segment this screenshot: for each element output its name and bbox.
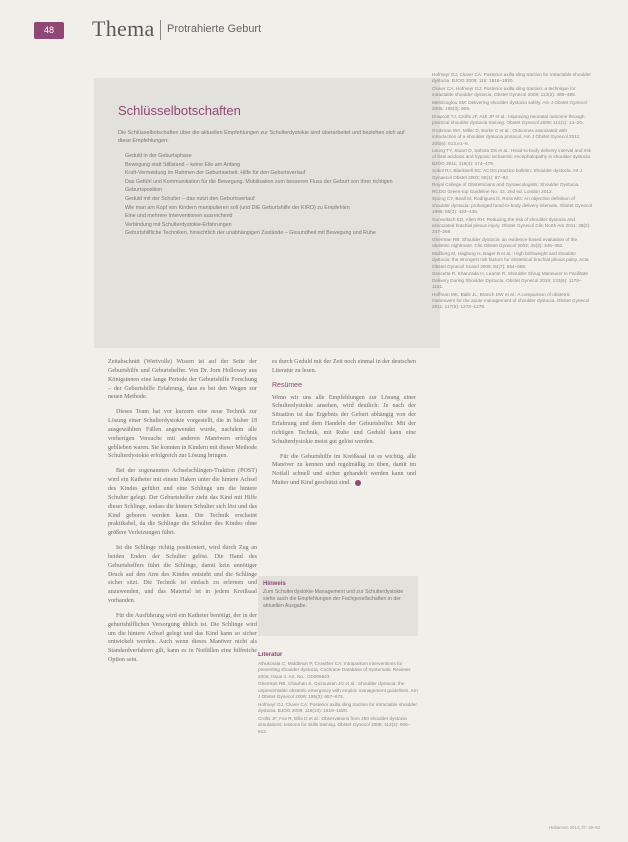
literature-reference: Gherman RB: Shoulder dystocia: an evidence-based evaluation of the obstetric nightmare. Clin Obstet Gynecol 2002; 45(2): 345–362. [432, 236, 578, 249]
body-column-middle [272, 358, 416, 566]
section-subtitle: Protrahierte Geburt [167, 23, 262, 35]
key-message-item: Geburtshilfliche Techniken, hinsichtlich der unabhängigen Zustände – Gesundheit mit Bewegung und Ruhe [125, 230, 376, 237]
key-message-item: Eine und mehrere Interventionen ausreichend [125, 213, 233, 220]
literature-reference: Sancetta R, Khanzada H, Leante R: Shoulder Shrug Maneuver to Facilitate Delivery During Shoulder Dystocia. Obstet Gynecol 2019; 133(6): 1178–1181. [432, 271, 588, 290]
key-messages-intro: Die Schlüsselbotschaften über die aktuellen Empfehlungen zur Schulterdystokie sind überarbeitet und beziehen sich auf diese Empfehlungen: [118, 130, 405, 144]
body-paragraph: Für die Ausführung wird ein Katheter benötigt, der in der geburtshilflichen Versorgung üblich ist. Die Schlinge wird um die hintere Achsel gelegt und das Kind kann so sicher entwickelt werden. Auch wenn dieses Manöver nicht als Standardverfahren gilt, kann es in Notfällen eine hilfreiche Option sein. [108, 612, 257, 664]
body-paragraph: Ist die Schlinge richtig positioniert, wird durch Zug an beiden Enden der Schulter gelöst. Die Hand des Geburtshelfers führt die Schlinge, damit kein unnötiger Druck auf den Arm des Kindes entsteht und die Schlinge sicher sitzt. Die Technik ist einfach zu erlernen und anzuwenden, und das Material ist in jedem Kreißsaal vorhanden. [108, 545, 257, 605]
body-column-left [108, 358, 257, 810]
literature-reference: Hofmeyr GJ, Cluver CA: Posterior axilla sling traction for intractable shoulder dystocia. BJOG 2009; 116: 1818–1820. [432, 72, 591, 84]
key-message-item: Geduld in der Geburtsphase [125, 153, 192, 159]
resume-paragraph-text: Für die Geburtshilfe im Kreißsaal ist es wichtig, alle Manöver zu kennen und regelmäßig zu üben, damit im Notfall schnell und sicher gehandelt werden kann und Mutter und Kind geschützt sind. [272, 453, 416, 487]
key-message-item: Kraft-Vermeidung im Rahmen der Geburtsarbeit. Hilfe für den Geburtsverlauf [125, 170, 306, 177]
article-end-icon [355, 480, 361, 486]
literature-reference: Spong CY, Beall M, Rodrigues D, Ross MG: An objective definition of shoulder dystocia: prolonged head-to-body delivery intervals. Obstet Gynecol 1995; 86(3): 433–436. [432, 196, 592, 215]
literature-reference: Leung TY, Stuart O, Sahota DS et al.: Head-to-body delivery interval and risk of fetal acidosis and hypoxic ischaemic encephalopathy in shoulder dystocia. BJOG 2011; 118(4): 474–479. [432, 147, 592, 166]
key-messages-list [125, 152, 425, 238]
section-title: Thema [92, 16, 155, 41]
literature-reference: Cluver CA, Hofmeyr GJ: Posterior axilla sling traction: a technique for intractable shoulder dystocia. Obstet Gynecol 2009; 113(2): 486–488. [432, 85, 577, 98]
body-paragraph: Bei der sogenannten Achselschlingen-Traktion (POST) wird ein Katheter mit einem Haken unter die hintere Achsel des Kindes geführt und eine Schlinge um die hintere Schulter gelegt. Der Geburtshelfer zieht das Kind mit Hilfe dieser Schlinge, sodass die hintere Schulter sich löst und das Kind geboren werden kann. Die Technik erscheint praktikabel, da die Schlinge die Schulter des Kindes ohne größere Verletzungen führt. [108, 468, 257, 537]
literature-reference: Athukorala C, Middleton P, Crowther CA: Intrapartum interventions for preventing shoulder dystocia. Cochrane Database of Systematic Reviews 2006, Issue 4. Art. No.: CD005543. [258, 661, 411, 679]
literature-reference: Hoffman MK, Bailit JL, Branch DW et al.: A comparison of obstetric maneuvers for the acute management of shoulder dystocia. Obstet Gynecol 2011; 117(6): 1272–1278. [432, 291, 590, 310]
hint-text: Zum Schulterdystokie-Management und zur Schulterdystokie siehe auch die Empfehlungen der Fachgesellschaften in der aktuellen Ausgabe. [263, 589, 404, 609]
hint-title: Hinweis [263, 581, 286, 587]
literature-reference: Hofmeyr GJ, Cluver CA: Posterior axilla sling traction for intractable shoulder dystocia. BJOG 2009; 116(13): 1818–1820. [258, 701, 417, 714]
key-message-item: Das Gefühl und Kommunikation für die Bewegung. Mobilisation zum besseren Fluss der Geburt von ihrer richtigen Geburtsposition [125, 178, 393, 194]
literature-reference: Gurewitsch ED, Allen RH: Reducing the risk of shoulder dystocia and associated brachial plexus injury. Obstet Gynecol Clin North Am 2011; 38(2): 247–269. [432, 216, 591, 235]
key-message-item: Verbindung mit Schulterdystokie-Erfahrungen [125, 221, 232, 228]
body-paragraph: Dieses Team hat vor kurzem eine neue Technik zur Lösung einer Schulterdystokie vorgestellt, die in bisher 18 ausgewählten Fällen angewendet wurde, nachdem alle vorherigen Versuche mit anderen Manövern erfolglos geblieben waren. Sie konnten in Kindern mit dieser Methode Schulterdystokie erfolgreich zur Lösung bringen. [108, 409, 257, 460]
reference-column-right [432, 72, 592, 792]
literature-reference: Menticoglou SM: Delivering shoulder dystocia safely. Am J Obstet Gynecol 2006; 195(3): 909. [432, 99, 587, 112]
header-divider [160, 20, 161, 40]
key-message-item: Geduld mit der Schulter – das nutzt den Geburtsverlauf [125, 195, 255, 202]
literature-reference: Gherman RB, Chauhan S, Ouzounian JG et al.: Shoulder dystocia: the unpreventable obstetric emergency with empiric management guidelines. Am J Obstet Gynecol 2006; 195(3): 657–672. [258, 681, 418, 700]
hint-box [258, 576, 418, 636]
key-messages-title: Schlüsselbotschaften [118, 103, 241, 118]
resume-paragraph [272, 453, 416, 488]
literature-section [258, 652, 418, 812]
literature-reference: Mollberg M, Hagberg H, Bager B et al.: High birthweight and shoulder dystocia: the strongest risk factors for obstetrical brachial plexus palsy. Acta Obstet Gynecol Scand 2005; 84(7): 654–659. [432, 250, 589, 269]
literature-reference: Grobman WA, Miller D, Burke C et al.: Outcomes associated with introduction of a shoulder dystocia protocol. Am J Obstet Gynecol 2011; 205(6): 513.e1–6. [432, 127, 581, 146]
literature-reference: Royal College of Obstetricians and Gynaecologists: Shoulder Dystocia. RCOG Green-top Guideline No. 42. 2nd ed. London 2012. [432, 182, 580, 194]
literature-reference: Draycott TJ, Crofts JF, Ash JP et al.: Improving neonatal outcome through practical shoulder dystocia training. Obstet Gynecol 2008; 112(1): 14–20. [432, 113, 585, 126]
resume-paragraph: Wenn wir uns alle Empfehlungen zur Lösung einer Schulterdystokie ansehen, wird deutlich: Je nach der Situation ist das Ergebnis der Geburt abhängig von der Erfahrung und dem Handeln der Geburtshelfer. Mit der richtigen Technik, mit Ruhe und Geduld kann eine Schulterdystokie meist gut gelöst werden. [272, 394, 416, 445]
key-message-item: Wie man am Kopf von Kindern manipulieren soll (und DIE Geburtshilfe der KIRO) zu Empfehlen [125, 204, 350, 211]
page-footer: Hebamme 2014; 27: 48–53 [549, 825, 600, 830]
page-number-badge: 48 [34, 22, 64, 39]
resume-heading: Resümee [272, 381, 302, 389]
key-message-item: Bewegung statt Stillstand – keine Eile am Anfang [125, 161, 241, 168]
literature-title: Literatur [258, 652, 283, 658]
body-paragraph: es durch Geduld mit der Zeit noch einmal in der deutschen Literatur zu lesen. [272, 359, 416, 374]
body-paragraph: Zeitabschnitt (Wertvolle) Wissen ist auf der Seite der Geburtshilfe und Geburtshelfer. Von Dr. Jorn Holloway aus Königsinnen eine lange Periode der Geburtshilfe Forschung – der Geburtshilfe Erfahrung, dass es bei den Wegen zur neuen Methode. [108, 359, 257, 401]
literature-reference: Crofts JF, Fox R, Ellis D et al.: Observations from 450 shoulder dystocia simulations: lessons for skills training. Obstet Gynecol 2008; 112(4): 906–912. [258, 715, 411, 734]
literature-reference: Sokol RJ, Blackwell SC: ACOG practice bulletin: Shoulder dystocia. Int J Gynaecol Obstet 2003; 80(1): 87–92. [432, 168, 583, 180]
